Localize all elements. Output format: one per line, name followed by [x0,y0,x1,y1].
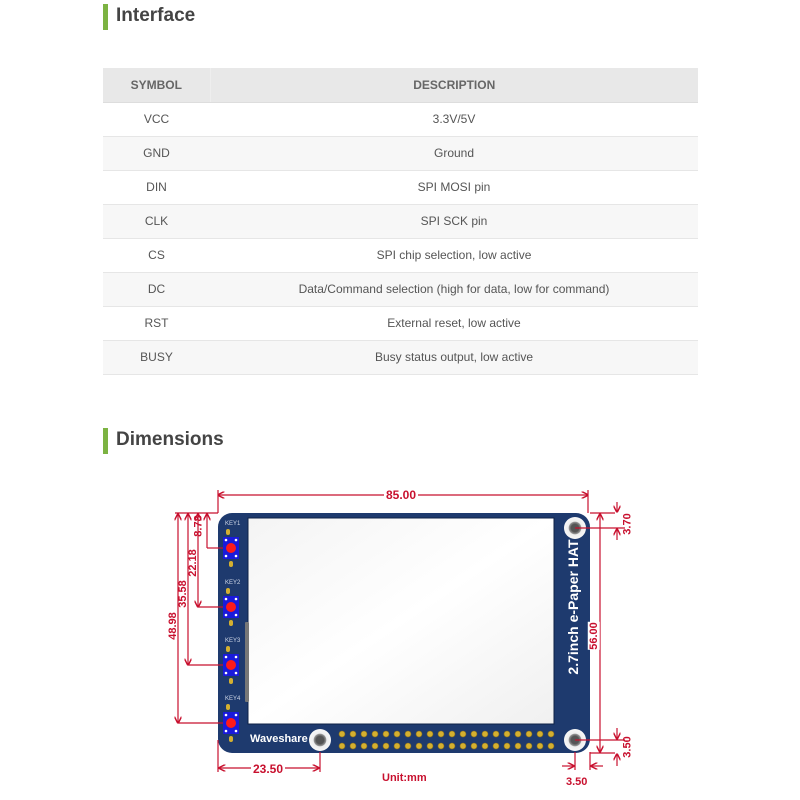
interface-table [103,68,698,375]
cell-description: Ground [210,136,698,170]
unit-label: Unit:mm [382,772,427,784]
dim-hole-left-label: 23.50 [253,762,284,776]
dim-key2-label: 22.18 [186,549,199,577]
column-header-description: DESCRIPTION [210,68,698,102]
dim-hole-top-label: 3.70 [621,513,634,535]
cell-symbol: RST [103,306,210,340]
dim-hole-bottom-label: 3.50 [621,736,634,758]
table-row [103,170,698,204]
dim-hole-right-label: 3.50 [566,776,588,788]
cell-description: Data/Command selection (high for data, low for command) [210,272,698,306]
table-header-row [103,68,698,102]
cell-symbol: GND [103,136,210,170]
section-title-dimensions: Dimensions [103,428,224,454]
cell-description: SPI MOSI pin [210,170,698,204]
key2-label: KEY2 [225,580,241,586]
dimensions-diagram [0,470,800,800]
cell-description: Busy status output, low active [210,340,698,374]
cell-symbol: DC [103,272,210,306]
cell-symbol: VCC [103,102,210,136]
column-header-symbol: SYMBOL [103,68,210,102]
brand-label: Waveshare [250,733,308,745]
key1-label: KEY1 [225,521,241,527]
dim-key1-label: 8.78 [192,515,205,537]
cell-symbol: CS [103,238,210,272]
table-row [103,102,698,136]
cell-description: 3.3V/5V [210,102,698,136]
table-row [103,238,698,272]
table-row [103,306,698,340]
cell-description: External reset, low active [210,306,698,340]
dim-height-label: 56.00 [587,622,600,650]
table-row [103,340,698,374]
cell-description: SPI chip selection, low active [210,238,698,272]
key3-label: KEY3 [225,638,241,644]
dim-width-label: 85.00 [386,488,417,502]
dim-key4-label: 48.98 [166,612,179,640]
epaper-screen [248,518,554,724]
board-drawing [0,470,800,800]
cell-symbol: CLK [103,204,210,238]
table-row [103,204,698,238]
table-row [103,272,698,306]
cell-symbol: BUSY [103,340,210,374]
section-title-interface: Interface [103,4,195,30]
key4-label: KEY4 [225,696,241,702]
cell-symbol: DIN [103,170,210,204]
table-row [103,136,698,170]
mounting-hole-bottom-left [309,729,331,751]
cell-description: SPI SCK pin [210,204,698,238]
board-name-label: 2.7inch e-Paper HAT [565,539,581,675]
dim-key3-label: 35.58 [176,580,189,608]
